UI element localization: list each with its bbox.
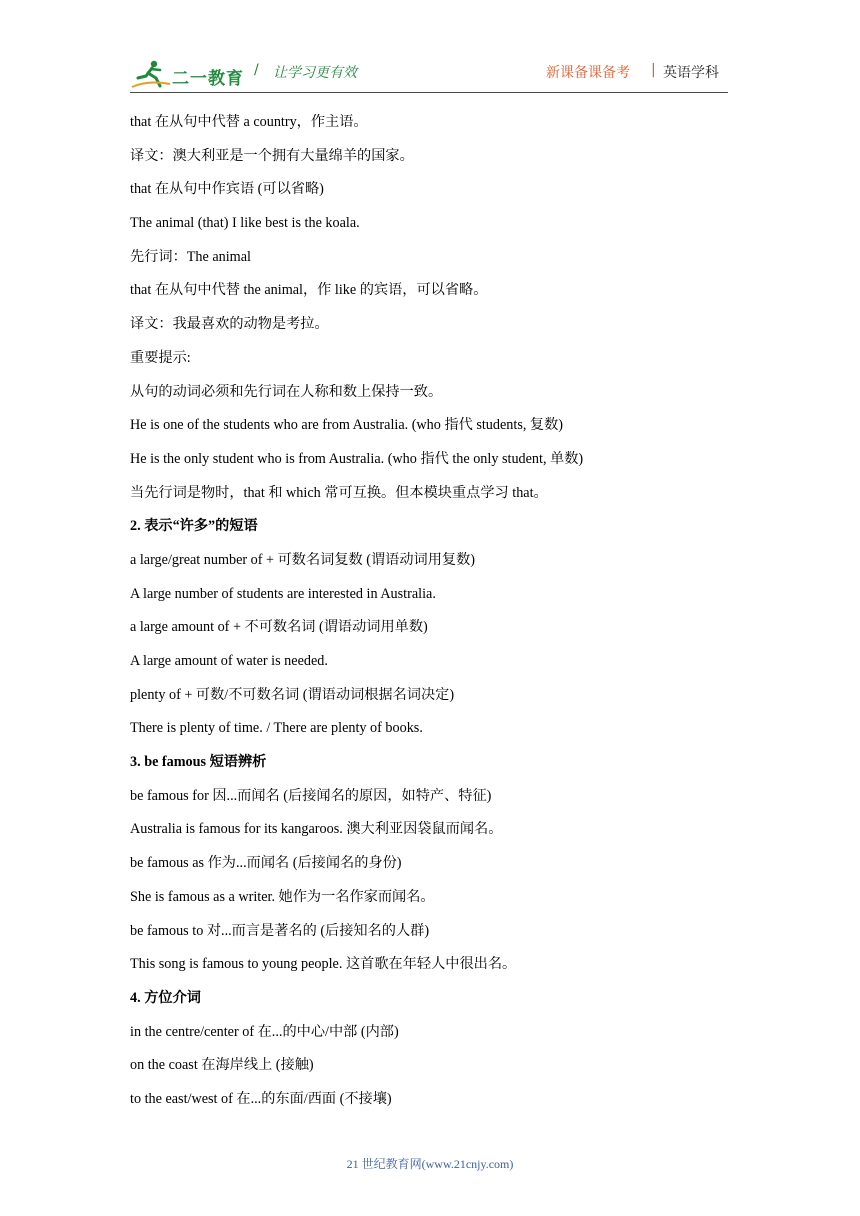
runner-logo-icon bbox=[130, 58, 174, 90]
text-line: There is plenty of time. / There are plenty of books. bbox=[130, 720, 423, 737]
header-slash: / bbox=[254, 62, 259, 78]
text-line: 译文：我最喜欢的动物是考拉。 bbox=[130, 316, 329, 333]
section-heading: 4. 方位介词 bbox=[130, 989, 201, 1006]
text-line: She is famous as a writer. 她作为一名作家而闻名。 bbox=[130, 888, 435, 905]
page-header bbox=[130, 56, 728, 92]
text-line: be famous as 作为...而闻名 (后接闻名的身份) bbox=[130, 855, 402, 872]
header-course: 新课备课备考 bbox=[546, 65, 630, 81]
header-subject: 英语学科 bbox=[663, 65, 719, 81]
text-line: be famous to 对...而言是著名的 (后接知名的人群) bbox=[130, 922, 430, 939]
text-line: to the east/west of 在...的东面/西面 (不接壤) bbox=[130, 1090, 392, 1107]
header-slogan: 让学习更有效 bbox=[273, 65, 357, 81]
text-line: This song is famous to young people. 这首歌在年轻人中很出名。 bbox=[130, 956, 517, 973]
text-line: He is one of the students who are from Australia. (who 指代 students, 复数) bbox=[130, 417, 564, 434]
text-line: 重要提示: bbox=[130, 349, 191, 366]
section-heading: 2. 表示“许多”的短语 bbox=[130, 518, 258, 535]
text-line: in the centre/center of 在...的中心/中部 (内部) bbox=[130, 1023, 399, 1040]
text-line: that 在从句中作宾语 (可以省略) bbox=[130, 181, 324, 198]
text-line: on the coast 在海岸线上 (接触) bbox=[130, 1057, 314, 1074]
text-line: The animal (that) I like best is the koala. bbox=[130, 215, 360, 232]
document-body bbox=[130, 112, 730, 1123]
header-divider bbox=[130, 92, 728, 93]
text-line: Australia is famous for its kangaroos. 澳大利亚因袋鼠而闻名。 bbox=[130, 821, 503, 838]
page-footer: 21 世纪教育网(www.21cnjy.com) bbox=[346, 1157, 514, 1171]
text-line: 从句的动词必须和先行词在人称和数上保持一致。 bbox=[130, 383, 443, 400]
text-line: be famous for 因...而闻名 (后接闻名的原因，如特产、特征) bbox=[130, 787, 492, 804]
text-line: that 在从句中代替 a country，作主语。 bbox=[130, 114, 368, 130]
text-line: 先行词：The animal bbox=[130, 248, 251, 265]
section-heading: 3. be famous 短语辨析 bbox=[130, 754, 267, 771]
text-line: 当先行词是物时，that 和 which 常可互换。但本模块重点学习 that。 bbox=[130, 484, 548, 501]
text-line: He is the only student who is from Australia. (who 指代 the only student, 单数) bbox=[130, 450, 584, 467]
header-separator: | bbox=[651, 62, 656, 78]
text-line: a large amount of + 不可数名词 (谓语动词用单数) bbox=[130, 619, 428, 636]
logo bbox=[130, 58, 242, 88]
text-line: that 在从句中代替 the animal，作 like 的宾语，可以省略。 bbox=[130, 282, 488, 299]
text-line: plenty of + 可数/不可数名词 (谓语动词根据名词决定) bbox=[130, 686, 455, 703]
text-line: 译文：澳大利亚是一个拥有大量绵羊的国家。 bbox=[130, 147, 414, 164]
text-line: A large amount of water is needed. bbox=[130, 653, 328, 669]
logo-text: 二一教育 bbox=[172, 69, 244, 89]
text-line: A large number of students are interested in Australia. bbox=[130, 585, 436, 602]
text-line: a large/great number of + 可数名词复数 (谓语动词用复数) bbox=[130, 551, 476, 568]
